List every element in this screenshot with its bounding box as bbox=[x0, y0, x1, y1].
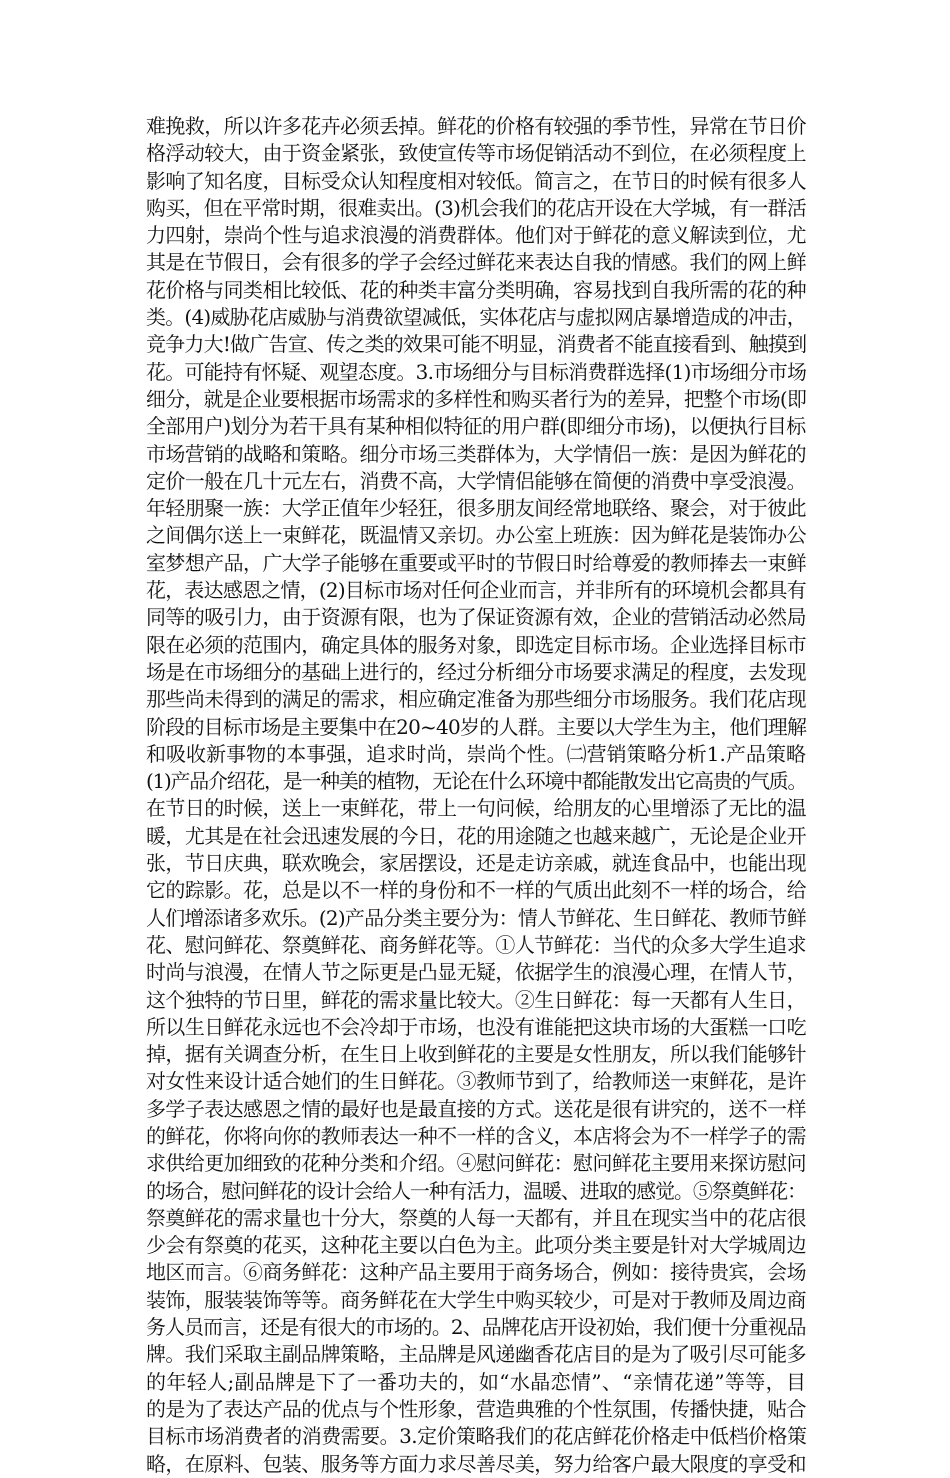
text-line: 这个独特的节日里，鲜花的需求量比较大。②生日鲜花：每一天都有人生日， bbox=[146, 987, 806, 1012]
text-line: 难挽救，所以许多花卉必须丢掉。鲜花的价格有较强的季节性，异常在节日价 bbox=[146, 114, 806, 138]
text-line: 花价格与同类相比较低、花的种类丰富分类明确，容易找到自我所需的花的种 bbox=[146, 277, 806, 302]
text-line: 务人员而言，还是有很大的市场的。2、品牌花店开设初始，我们便十分重视品 bbox=[146, 1315, 806, 1340]
text-line: 市场营销的战略和策略。细分市场三类群体为，大学情侣一族：是因为鲜花的 bbox=[146, 441, 806, 466]
text-line: 室梦想产品，广大学子能够在重要或平时的节假日时给尊爱的教师捧去一束鲜 bbox=[146, 550, 806, 575]
text-line: 祭奠鲜花的需求量也十分大，祭奠的人每一天都有，并且在现实当中的花店很 bbox=[146, 1205, 806, 1230]
text-line: 多学子表达感恩之情的最好也是最直接的方式。送花是很有讲究的，送不一样 bbox=[146, 1096, 806, 1121]
text-line: 那些尚未得到的满足的需求，相应确定准备为那些细分市场服务。我们花店现 bbox=[146, 687, 806, 712]
text-line: 所以生日鲜花永远也不会冷却于市场，也没有谁能把这块市场的大蛋糕一口吃 bbox=[146, 1014, 806, 1039]
text-line: 求供给更加细致的花种分类和介绍。④慰问鲜花：慰问鲜花主要用来探访慰问 bbox=[146, 1151, 806, 1176]
text-line: 力四射，崇尚个性与追求浪漫的消费群体。他们对于鲜花的意义解读到位，尤 bbox=[146, 223, 806, 248]
text-line: 全部用户)划分为若干具有某种相似特征的用户群(即细分市场)，以便执行目标 bbox=[146, 414, 806, 439]
text-line: 时尚与浪漫，在情人节之际更是凸显无疑，依据学生的浪漫心理，在情人节， bbox=[146, 960, 806, 985]
text-line: 类。(4)威胁花店威胁与消费欲望减低，实体花店与虚拟网店暴增造成的冲击， bbox=[146, 305, 806, 330]
text-line: 目标市场消费者的消费需要。3.定价策略我们的花店鲜花价格走中低档价格策 bbox=[146, 1424, 807, 1449]
text-line: 年轻朋聚一族：大学正值年少轻狂，很多朋友间经常地联络、聚会，对于彼此 bbox=[146, 496, 806, 521]
text-line: 在节日的时候，送上一束鲜花，带上一句问候，给朋友的心里增添了无比的温 bbox=[146, 796, 806, 821]
text-line: 的年轻人;副品牌是下了一番功夫的，如“水晶恋情”、“亲情花递”等等，目 bbox=[146, 1369, 806, 1394]
text-line: 竞争力大!做广告宣、传之类的效果可能不明显，消费者不能直接看到、触摸到 bbox=[146, 332, 807, 357]
text-line: (1)产品介绍花，是一种美的植物，无论在什么环境中都能散发出它高贵的气质。 bbox=[146, 769, 807, 794]
text-line: 同等的吸引力，由于资源有限，也为了保证资源有效，企业的营销活动必然局 bbox=[146, 605, 806, 630]
text-line: 和吸收新事物的本事强，追求时尚，崇尚个性。㈡营销策略分析1.产品策略 bbox=[146, 741, 806, 766]
text-line: 影响了知名度，目标受众认知程度相对较低。简言之，在节日的时候有很多人 bbox=[146, 168, 806, 193]
text-line: 之间偶尔送上一束鲜花，既温情又亲切。办公室上班族：因为鲜花是装饰办公 bbox=[146, 523, 806, 548]
text-line: 场是在市场细分的基础上进行的，经过分析细分市场要求满足的程度，去发现 bbox=[146, 659, 806, 684]
text-line: 阶段的目标市场是主要集中在20~40岁的人群。主要以大学生为主，他们理解 bbox=[146, 714, 807, 739]
text-line: 细分，就是企业要根据市场需求的多样性和购买者行为的差异，把整个市场(即 bbox=[146, 386, 807, 411]
text-line: 人们增添诸多欢乐。(2)产品分类主要分为：情人节鲜花、生日鲜花、教师节鲜 bbox=[146, 905, 806, 930]
text-line: 花、慰问鲜花、祭奠鲜花、商务鲜花等。①人节鲜花：当代的众多大学生追求 bbox=[146, 932, 806, 957]
text-line: 地区而言。⑥商务鲜花：这种产品主要用于商务场合，例如：接待贵宾，会场 bbox=[146, 1260, 806, 1285]
text-line: 少会有祭奠的花买，这种花主要以白色为主。此项分类主要是针对大学城周边 bbox=[146, 1233, 806, 1258]
text-line: 限在必须的范围内，确定具体的服务对象，即选定目标市场。企业选择目标市 bbox=[146, 632, 806, 657]
text-line: 暖，尤其是在社会迅速发展的今日，花的用途随之也越来越广，无论是企业开 bbox=[146, 823, 806, 848]
text-line: 定价一般在几十元左右，消费不高，大学情侣能够在简便的消费中享受浪漫。 bbox=[146, 468, 806, 493]
text-line: 的是为了表达产品的优点与个性形象，营造典雅的个性氛围，传播快捷，贴合 bbox=[146, 1396, 806, 1421]
text-line: 掉，据有关调查分析，在生日上收到鲜花的主要是女性朋友，所以我们能够针 bbox=[146, 1042, 806, 1067]
text-line: 花，表达感恩之情，(2)目标市场对任何企业而言，并非所有的环境机会都具有 bbox=[146, 578, 806, 603]
text-line: 对女性来设计适合她们的生日鲜花。③教师节到了，给教师送一束鲜花，是许 bbox=[146, 1069, 806, 1094]
text-line: 花。可能持有怀疑、观望态度。3.市场细分与目标消费群选择(1)市场细分市场 bbox=[146, 359, 807, 384]
text-line: 购买，但在平常时期，很难卖出。(3)机会我们的花店开设在大学城，有一群活 bbox=[146, 195, 806, 220]
text-line: 牌。我们采取主副品牌策略，主品牌是风递幽香花店目的是为了吸引尽可能多 bbox=[146, 1342, 806, 1367]
text-line: 的鲜花，你将向你的教师表达一种不一样的含义，本店将会为不一样学子的需 bbox=[146, 1123, 806, 1148]
body-text bbox=[146, 113, 806, 1478]
text-line: 格浮动较大，由于资金紧张，致使宣传等市场促销活动不到位，在必须程度上 bbox=[146, 141, 806, 166]
text-line: 它的踪影。花，总是以不一样的身份和不一样的气质出此刻不一样的场合，给 bbox=[146, 878, 806, 903]
text-line: 装饰，服装装饰等等。商务鲜花在大学生中购买较少，可是对于教师及周边商 bbox=[146, 1287, 806, 1312]
text-line: 张，节日庆典，联欢晚会，家居摆设，还是走访亲戚，就连食品中，也能出现 bbox=[146, 851, 806, 876]
text-line: 的场合，慰问鲜花的设计会给人一种有活力，温暖、进取的感觉。⑤祭奠鲜花： bbox=[146, 1178, 806, 1203]
text-line: 略，在原料、包装、服务等方面力求尽善尽美，努力给客户最大限度的享受和 bbox=[146, 1451, 806, 1476]
text-line: 其是在节假日，会有很多的学子会经过鲜花来表达自我的情感。我们的网上鲜 bbox=[146, 250, 806, 275]
